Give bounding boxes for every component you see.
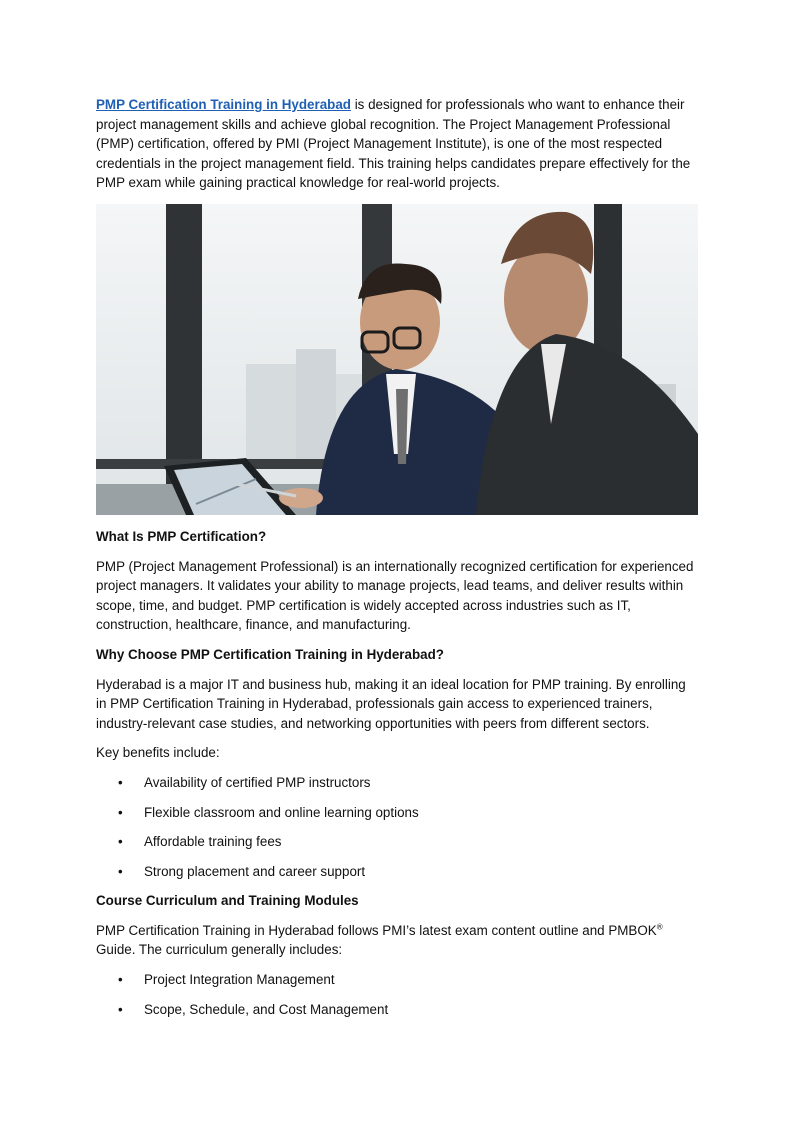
registered-mark: ® <box>656 922 663 932</box>
bullet-icon: • <box>118 834 123 850</box>
why-heading: Why Choose PMP Certification Training in Hyderabad? <box>96 646 444 662</box>
curriculum-heading: Course Curriculum and Training Modules <box>96 893 359 909</box>
list-item: • Affordable training fees <box>96 832 698 852</box>
bullet-icon: • <box>118 1001 123 1017</box>
benefits-list <box>96 773 698 881</box>
list-item: • Project Integration Management <box>96 970 698 990</box>
office-meeting-photo <box>96 204 698 515</box>
modules-list <box>96 970 698 1019</box>
curriculum-paragraph: PMP Certification Training in Hyderabad follows PMI’s latest exam content outline and PMBOK® Guide. The curriculum generally includes: <box>96 922 663 958</box>
pmp-training-link[interactable]: PMP Certification Training in Hyderabad <box>96 97 351 112</box>
list-item: • Scope, Schedule, and Cost Management <box>96 1000 698 1020</box>
bullet-icon: • <box>118 972 123 988</box>
bullet-icon: • <box>118 774 123 790</box>
bullet-icon: • <box>118 804 123 820</box>
why-paragraph: Hyderabad is a major IT and business hub, making it an ideal location for PMP training. By enrolling in PMP Certification Training in Hyderabad, professionals gain access to experienced trainers, industry-relevant case studies, and networking opportunities with peers from different sectors. <box>96 676 686 731</box>
document-content <box>96 95 698 1029</box>
intro-text: is designed for professionals who want to enhance their project management skills and achieve global recognition. The Project Management Professional (PMP) certification, offered by PMI (Project Management Institute), is one of the most respected credentials in the project management field. This training helps candidates prepare effectively for the PMP exam while gaining practical knowledge for real-world projects. <box>96 97 691 191</box>
what-heading: What Is PMP Certification? <box>96 528 267 544</box>
list-item: • Strong placement and career support <box>96 862 698 882</box>
intro-paragraph <box>96 95 698 193</box>
bullet-icon: • <box>118 863 123 879</box>
what-paragraph: PMP (Project Management Professional) is an internationally recognized certification for experienced project managers. It validates your ability to manage projects, lead teams, and deliver results within scope, time, and budget. PMP certification is widely accepted across industries such as IT, construction, healthcare, finance, and manufacturing. <box>96 558 694 633</box>
benefits-intro: Key benefits include: <box>96 745 220 761</box>
list-item: • Availability of certified PMP instructors <box>96 773 698 793</box>
list-item: • Flexible classroom and online learning options <box>96 803 698 823</box>
